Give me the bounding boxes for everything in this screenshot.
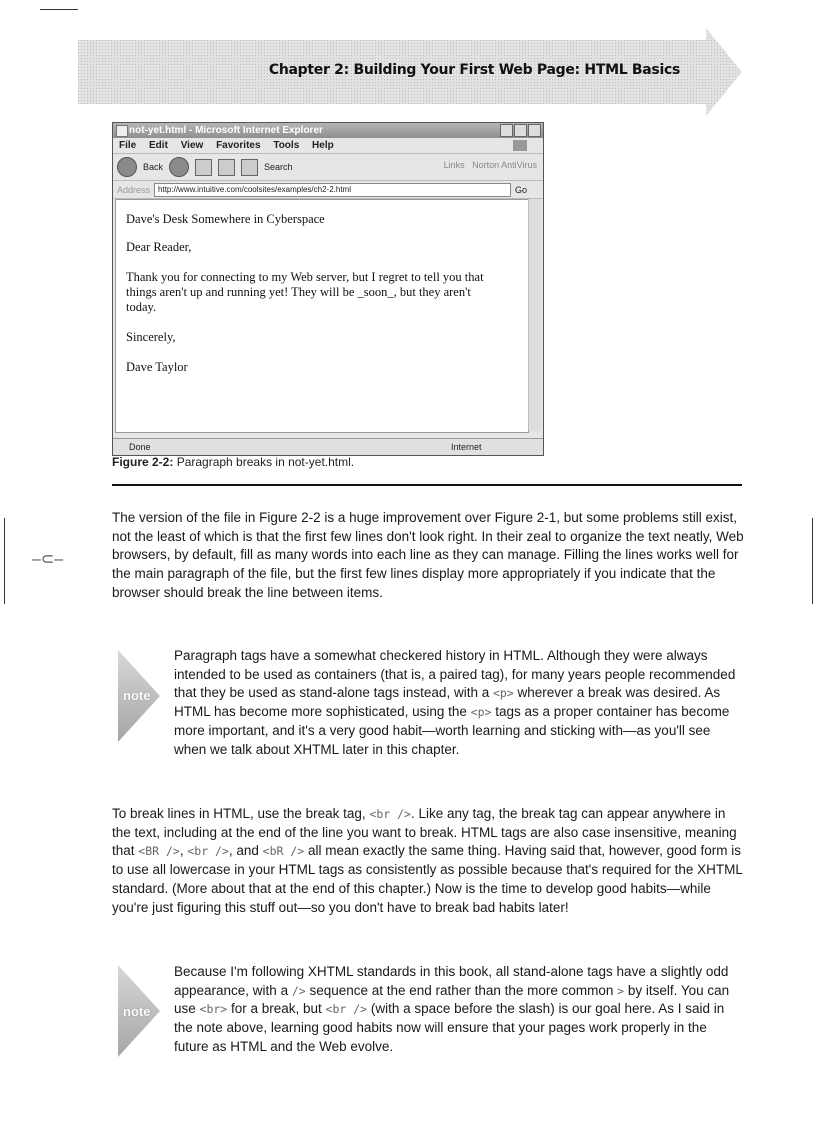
- go-label: Go: [515, 184, 528, 195]
- menu-tools: Tools: [273, 140, 300, 151]
- window-controls: [500, 124, 541, 137]
- note-1-part: Paragraph tags have a somewhat checkered history in HTML. Although they were always intended to be used as containers (that is, a paired tag), for many years people recommended that they be used as stand-alone tags instead, with a: [174, 648, 736, 701]
- search-label: Search: [264, 162, 293, 172]
- browser-scrollbar: [528, 199, 541, 431]
- figure-caption: [112, 455, 354, 469]
- note-1-part: wherever a break was desired. As HTML has become more sophisticated, using the: [174, 685, 721, 720]
- content-line: things aren't up and running yet! They will be _soon_, but they aren't: [126, 285, 471, 299]
- note-1-text: [174, 647, 744, 759]
- code-inline: >: [617, 983, 625, 998]
- para-2-part: ,: [179, 843, 188, 859]
- note-2-part: for a break, but: [227, 1001, 326, 1017]
- para-2-part: , and: [228, 843, 263, 859]
- browser-content: [115, 199, 529, 433]
- home-icon: [241, 159, 258, 176]
- back-label: Back: [143, 162, 164, 172]
- stop-icon: [195, 159, 212, 176]
- crop-line: [40, 9, 78, 10]
- minimize-icon: [500, 124, 513, 137]
- chapter-title: Chapter 2: Building Your First Web Page: HTML Basics: [268, 62, 680, 78]
- left-margin-line: [4, 518, 5, 604]
- right-margin-line: [812, 518, 813, 604]
- menu-help: Help: [312, 140, 334, 151]
- code-inline: />: [291, 983, 306, 998]
- code-inline: <bR />: [262, 844, 305, 859]
- caption-text: Paragraph breaks in not-yet.html.: [176, 455, 355, 469]
- code-inline: <BR />: [138, 844, 180, 859]
- note-label: note: [123, 1004, 151, 1019]
- note-2-part: (with a space before the slash) is our goal here. As I said in the note above, learning good habits now will ensure that your pages work properly in the future as HTML and the Web evolve.: [174, 1001, 725, 1054]
- toolbar-links: [444, 160, 537, 170]
- note-2-text: [174, 963, 744, 1057]
- content-line: Dave Taylor: [126, 360, 188, 374]
- content-line: today.: [126, 300, 157, 314]
- content-line: Sincerely,: [126, 330, 176, 344]
- note-2-part: sequence at the end rather than the more common: [305, 982, 618, 998]
- crop-mark-icon: –⊂–: [32, 551, 64, 568]
- windows-flag-icon: [513, 140, 527, 151]
- refresh-icon: [218, 159, 235, 176]
- norton-label: Norton AntiVirus: [472, 160, 537, 170]
- content-line: Dear Reader,: [126, 240, 192, 254]
- browser-screenshot: [112, 122, 544, 456]
- code-inline: <p>: [492, 686, 514, 701]
- status-done: Done: [129, 442, 151, 452]
- status-internet: Internet: [451, 442, 482, 452]
- menu-view: View: [180, 140, 204, 151]
- caption-label: Figure 2-2:: [112, 455, 174, 469]
- maximize-icon: [514, 124, 527, 137]
- para-2-part: To break lines in HTML, use the break tag,: [112, 806, 370, 821]
- note-2-part: Because I'm following XHTML standards in this book, all stand-alone tags have a slightly odd appearance, with a: [174, 964, 729, 998]
- code-inline: <br />: [187, 844, 229, 859]
- code-inline: <p>: [470, 705, 492, 720]
- address-url: http://www.intuitive.com/coolsites/examples/ch2-2.html: [154, 183, 511, 197]
- note-2-part: by itself. You can use: [174, 982, 730, 1017]
- note-1-part: tags as a proper container has become more important, and it's a very good habit—worth learning and sticking with—as you'll see when we talk about XHTML later in this chapter.: [174, 704, 730, 757]
- address-bar: [113, 181, 543, 199]
- menu-bar: [113, 138, 543, 154]
- window-title: not-yet.html - Microsoft Internet Explorer: [129, 125, 323, 136]
- code-inline: <br>: [199, 1002, 228, 1017]
- code-inline: <br />: [325, 1002, 368, 1017]
- note-label: note: [123, 688, 151, 703]
- close-icon: [528, 124, 541, 137]
- window-title-bar: [113, 123, 543, 138]
- status-bar: [113, 438, 543, 455]
- address-label: Address: [117, 184, 151, 195]
- content-line: Dave's Desk Somewhere in Cyberspace: [126, 212, 325, 226]
- caption-rule: [112, 484, 742, 486]
- paragraph-1: The version of the file in Figure 2-2 is a huge improvement over Figure 2-1, but some problems still exist, not the least of which is that the first few lines don't look right. In their zeal to organize the text neatly, Web browsers, by default, fill as many words into each line as they can manage. Filling the lines works well for the main paragraph of the file, but the first few lines display more appropriately if you indicate that the browser should break the line between items.: [112, 510, 744, 600]
- code-inline: <br />: [369, 807, 411, 821]
- ie-page-icon: [116, 125, 128, 137]
- forward-arrow-icon: [169, 157, 189, 177]
- browser-toolbar: [113, 154, 543, 181]
- links-label: Links: [443, 160, 465, 170]
- back-arrow-icon: [117, 157, 137, 177]
- chapter-header-banner: [78, 28, 742, 116]
- menu-edit: Edit: [149, 140, 168, 151]
- menu-file: File: [119, 140, 137, 151]
- paragraph-2: [112, 805, 744, 917]
- menu-favorites: Favorites: [216, 140, 261, 151]
- para-2-part: . Like any tag, the break tag can appear anywhere in the text, including at the end of the line you want to break. HTML tags are also case insensitive, meaning that: [112, 806, 737, 859]
- content-line: Thank you for connecting to my Web server, but I regret to tell you that: [126, 270, 484, 284]
- para-2-part: all mean exactly the same thing. Having said that, however, good form is to use all lowercase in your HTML tags as consistently as possible because that's required for the XHTML standard. (More about that at the end of this chapter.) Now is the time to develop good habits—while you're just figuring this stuff out—so you don't have to break bad habits later!: [112, 843, 743, 915]
